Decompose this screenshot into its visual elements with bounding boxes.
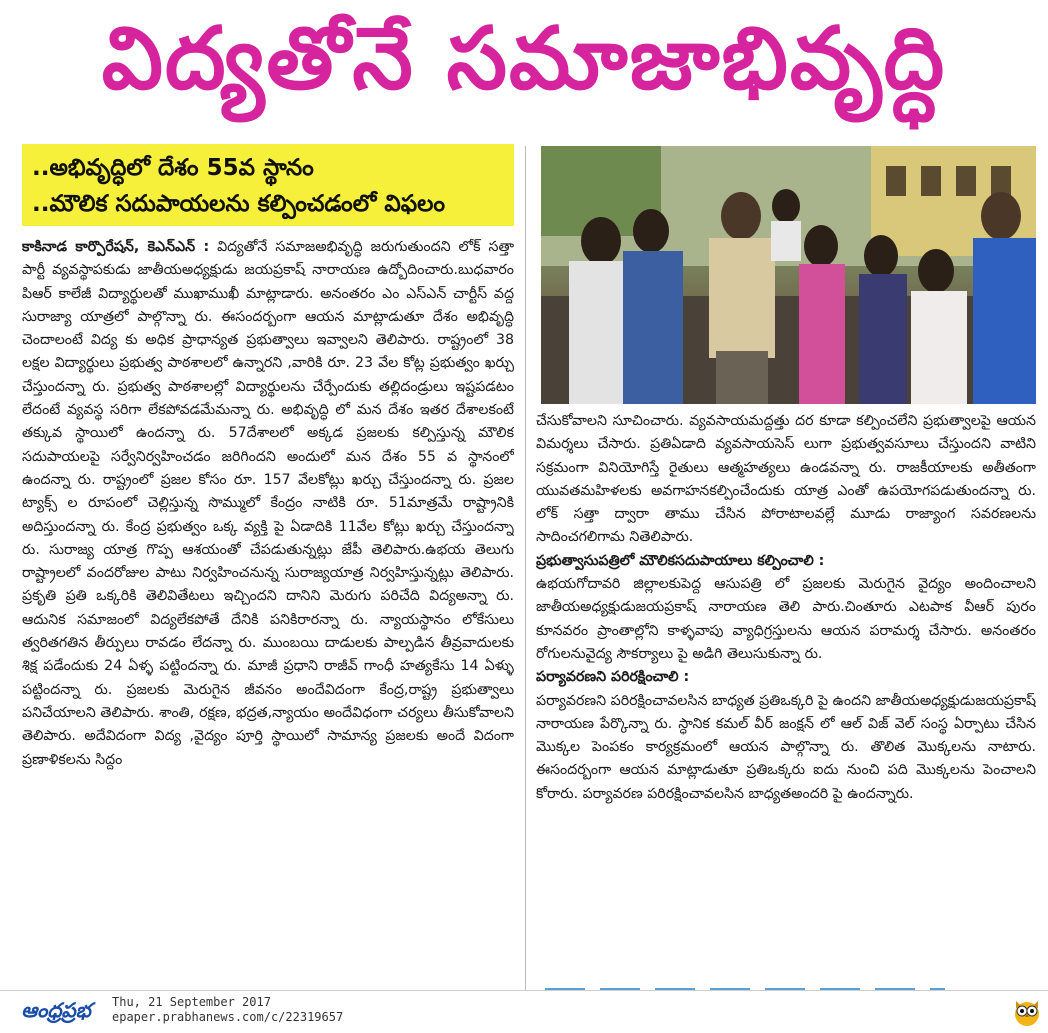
photo-illustration (541, 146, 1036, 404)
epaper-link[interactable]: epaper.prabhanews.com/c/22319657 (112, 1010, 344, 1024)
subheading-1: ..అభివృద్ధిలో దేశం 55వ స్థానం (32, 155, 314, 181)
dateline: కాకినాడ కార్పొరేషన్, కెఎన్ఎన్ : (22, 239, 210, 255)
article-left-column (22, 236, 514, 990)
column-divider (525, 146, 526, 990)
article-right-column (536, 410, 1036, 990)
section-heading-environment: పర్యావరణని పరిరక్షించాలి : (536, 669, 690, 686)
publication-date: Thu, 21 September 2017 (112, 995, 271, 1009)
headline: విద్యతోనే సమాజాభివృద్ధి (101, 8, 947, 109)
owl-icon[interactable] (1012, 995, 1042, 1031)
article-body-left (22, 236, 514, 772)
article-body-right-1: చేసుకోవాలని సూచించారు. వ్యవసాయమద్దత్తు దర కూడా కల్పించలేని ప్రభుత్వాలపై ఆయన విమర్శలు చేసారు. ప్రతిఏడాది వ్యవసాయసెస్ లుగా ప్రభుత్వవసూలు చేస్తుందని వాటిని సక్రమంగా వినియోగిస్తే రైతులు ఆత్మహత్యలు ఉండవన్నా రు. రాజకీయాలకు అతీతంగా యువతమహిళలకు అవగాహనకల్పించేందుకు యాత్ర ఎంతో ఉపయోగపడుతుందన్నా రు. లోక్ సత్తా ద్వారా తాము చేసిన పోరాటాలవల్లే మూడు రాజ్యాంగ సవరణలను సాదించగలిగామ నితెలిపారు. (536, 413, 1036, 546)
footer-info (112, 995, 343, 1025)
article-body-right-2: ఉభయగోదావరి జిల్లాలకుపెద్ద ఆసుపత్రి లో ప్రజలకు మెరుగైన వైద్యం అందించాలని జాతీయఅధ్యక్షుడుజయప్రకాష్ నారాయణ తెలి పారు.చింతూరు ఎటపాక వీఆర్ పురం కూనవరం ప్రాంతాల్లోని కాళ్ళవాపు వ్యాధిగ్రస్తులను ఆయన పరామర్శ చేసారు. అనంతరం రోగులనువైద్య సౌకర్యాలు పై అడిగి తెలుసుకున్నా రు. (536, 576, 1036, 662)
news-photo (541, 146, 1036, 404)
publication-logo[interactable]: ఆంధ్రప్రభ (21, 997, 91, 1022)
section-heading-hospital: ప్రభుత్వాసుపత్రిలో మౌలికసదుపాయాలు కల్పించాలి : (536, 552, 825, 569)
article-body-right-3: పర్యావరణని పరిరక్షించావలసిన బాధ్యత ప్రతిఒక్కరి పై ఉందని జాతీయఅధ్యక్షుడుజయప్రకాష్ నారాయణ పేర్కొన్నా రు. స్ధానిక కమల్ వీర్ జంక్షన్ లో ఆల్ విజ్ వెల్ సంస్థ ఏర్పాటు చేసిన మొక్కల పెంపకం కార్యక్రమంలో ఆయన పాల్గొన్నా రు. తొలిత మొక్కలను నాటారు. ఈసందర్బంగా ఆయన మాట్లాడుతూ ప్రతిఒక్కరు ఐదు నుంచి పది మొక్కలను పెంచాలని కోరారు. పర్యావరణ పరిరక్షించావలసిన బాధ్యతఅందరి పై ఉందన్నారు. (536, 692, 1036, 802)
article-body-left-text: విద్యతోనే సమాజఅభివృద్ధి జరుగుతుందని లోక్ సత్తా పార్టీ వ్యవస్థాపకుడు జాతీయఅధ్యక్షుడు జయప్రకాష్ నారాయణ ఉద్బోదించారు.బుధవారం పిఆర్ కాలేజీ విద్యార్థులతో ముఖాముఖీ మాట్లాడారు. అనంతరం ఎం ఎస్ఎన్ చార్టీస్ వద్ద సురాజ్యా యాత్రలో పాల్గొన్నా రు. ఈసందర్బంగా ఆయన మాట్లాడుతూ దేశం అభివృద్ధి చెందాలంటే విద్య కు అధిక ప్రాధాన్యత ప్రభుత్వాలు ఇవ్వాలని తెలిపారు. రాష్ట్రంలో 38 లక్షల విద్యార్థులు ప్రభుత్వ పాఠశాలలో ఉన్నారని ,వారికి రూ. 23 వేల కోట్ల ప్రభుత్వం ఖర్చు చేస్తుందన్నా రు. ప్రభుత్వ పాఠశాలల్లో విద్యార్థులను చేర్పేందుకు తల్లిదండ్రులు ఇష్టపడటం లేదంటే వ్యవస్థ సరిగా లేకపోవడమేమన్నా రు. అభివృద్ధి లో మన దేశం ఇతర దేశాలకంటే తక్కువ స్థాయిలో ఉందన్నా రు. 57దేశాలలో అక్కడ ప్రజలకు కల్పిస్తున్న మౌలిక సదుపాయలపై సర్వేనిర్వహించడం జరిగిందని అందులో మన దేశం 55 వ స్థానంలో ఉందన్నా రు. రాష్ట్రంలో ప్రజల కోసం రూ. 157 వేలకోట్లు ఖర్చు చేస్తుందన్నా రు. ప్రజల ట్యాక్స్ ల రూపంలో చెల్లిస్తున్న సొమ్ములో కేంద్రం నాటికి రూ. 51మాత్రమే రాష్ట్రానికి అదిస్తుందన్నా రు. కేంద్ర ప్రభుత్వం ఒక్క వ్యక్తి పై ఏడాదికి 11వేల కోట్లు ఖర్చు చేస్తుందన్నా రు. సురాజ్య యాత్ర గొప్ప ఆశయంతో చేపడుతున్నట్లు జేపీ తెలిపారు.ఉభయ తెలుగు రాష్ట్రాలలో వందరోజుల పాటు నిర్వహించనున్న సురాజ్యయాత్ర నిర్వహిస్తున్నట్లు తెలిపారు. ప్రకృతి ప్రతి ఒక్కరికి తెలివితేటలు ఇచ్చిందని దానిని మెరుగు పరిచేది విద్యఅన్నా రు. ఆదునిక సమాజంలో విద్యలేకపోతే దేనికి పనికిరారన్నా రు. న్యాయస్థానం లోకేసులు త్వరితగతిన తీర్పులు రావడం లేదన్నా రు. ముంబయి దాడులకు పాల్పడిన తీవ్రవాదులకు శిక్ష పడేందుకు 24 ఏళ్ళ పట్టిందన్నా రు. మాజీ ప్రధాని రాజీవ్ గాంధీ హత్యకేసు 14 ఏళ్ళు పట్టిందన్నా రు. ప్రజలకు మెరుగైన జీవనం అందేవిదంగా కేంద్ర,రాష్ట్ర ప్రభుత్వాలు పనిచేయాలని తెలిపారు. శాంతి, రక్షణ, భద్రత,న్యాయం అందేవిధంగా చర్యలు తీసుకోవాలని తెలిపారు. అదేవిదంగా విద్య ,వైద్యం పూర్తి స్థాయిలో సామాన్య ప్రజలకు అందే విదంగా ప్రణాళికలను సిద్దం (22, 239, 514, 768)
subheading-2: ..మౌలిక సదుపాయలను కల్పించడంలో విఫలం (32, 191, 446, 217)
footer (0, 990, 1048, 1033)
subheading-box (22, 144, 514, 226)
